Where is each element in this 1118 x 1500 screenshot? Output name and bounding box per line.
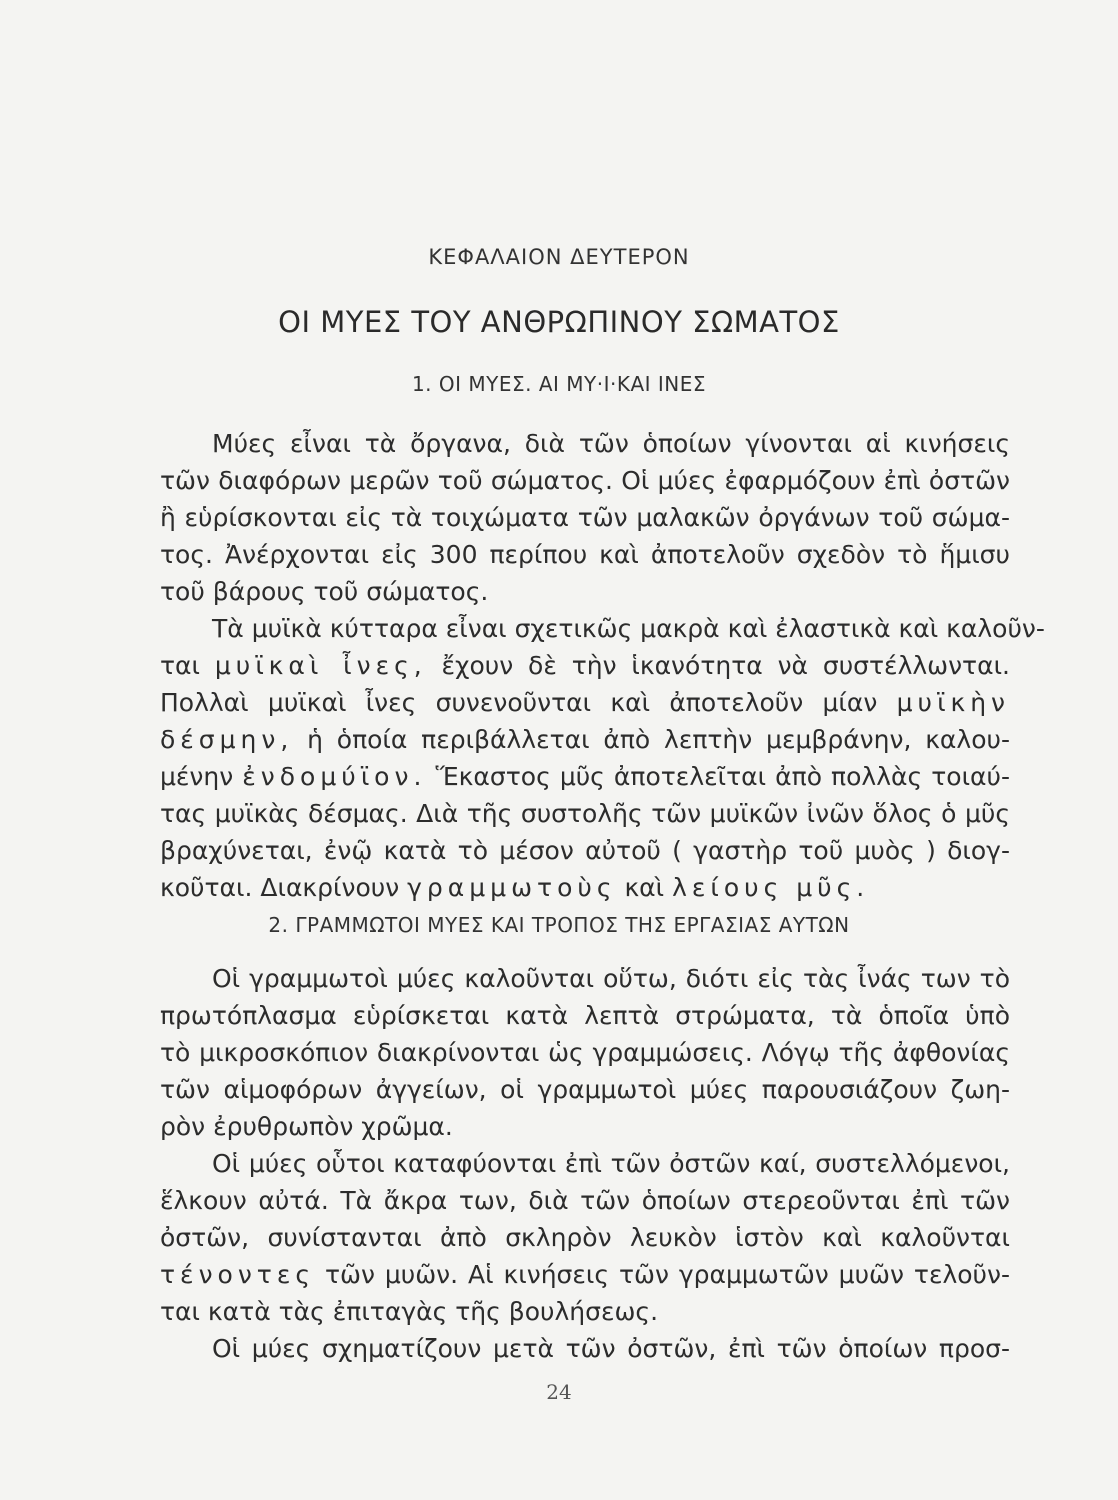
spaced-term: μυϊκὴν bbox=[896, 688, 1010, 717]
text-span: μένην bbox=[160, 762, 243, 791]
text-span: καὶ bbox=[616, 873, 673, 902]
section-2-heading: 2. ΓΡΑΜΜΩΤΟΙ ΜΥΕΣ ΚΑΙ ΤΡΟΠΟΣ ΤΗΣ ΕΡΓΑΣΙΑΣ ΑΥΤΩΝ bbox=[268, 913, 850, 937]
text-line: τῶν αἱμοφόρων ἀγγείων, οἱ γραμμωτοὶ μύες παρουσιάζουν ζωη- bbox=[160, 1075, 1010, 1104]
text-line: τος. Ἀνέρχονται εἰς 300 περίπου καὶ ἀποτελοῦν σχεδὸν τὸ ἥμισυ bbox=[160, 540, 1010, 569]
spaced-term: μυϊκαὶ ἶνες, bbox=[214, 651, 427, 680]
text-line: Μύες εἶναι τὰ ὄργανα, διὰ τῶν ὁποίων γίνονται αἱ κινήσεις bbox=[212, 429, 1010, 458]
text-line: Οἱ γραμμωτοὶ μύες καλοῦνται οὕτω, διότι εἰς τὰς ἶνάς των τὸ bbox=[212, 964, 1010, 993]
text-line: τοῦ βάρους τοῦ σώματος. bbox=[160, 577, 489, 606]
text-line: Τὰ μυϊκὰ κύτταρα εἶναι σχετικῶς μακρὰ καὶ ἐλαστικὰ καὶ καλοῦν- bbox=[212, 614, 1045, 643]
text-line bbox=[160, 647, 1010, 684]
text-line: τὸ μικροσκόπιον διακρίνονται ὡς γραμμώσεις. Λόγῳ τῆς ἀφθονίας bbox=[160, 1038, 1010, 1067]
text-line bbox=[160, 869, 1010, 906]
section-1-heading: 1. ΟΙ ΜΥΕΣ. ΑΙ ΜΥ·Ι·ΚΑΙ ΙΝΕΣ bbox=[411, 372, 707, 396]
section-2-body bbox=[160, 960, 1010, 1367]
text-line: τῶν διαφόρων μερῶν τοῦ σώματος. Οἱ μύες ἐφαρμόζουν ἐπὶ ὀστῶν bbox=[160, 466, 1010, 495]
text-line bbox=[160, 721, 1010, 758]
text-span: κοῦται. Διακρίνουν bbox=[160, 873, 408, 902]
spaced-term: τένοντες bbox=[160, 1260, 316, 1289]
text-line bbox=[160, 1256, 1010, 1293]
text-line: τας μυϊκὰς δέσμας. Διὰ τῆς συστολῆς τῶν μυϊκῶν ἰνῶν ὅλος ὁ μῦς bbox=[160, 799, 1010, 828]
text-line bbox=[160, 684, 1010, 721]
chapter-label: ΚΕΦΑΛΑΙΟΝ ΔΕΥΤΕΡΟΝ bbox=[428, 245, 690, 269]
text-line: ρὸν ἐρυθρωπὸν χρῶμα. bbox=[160, 1112, 453, 1141]
text-span: ἡ ὁποία περιβάλλεται ἀπὸ λεπτὴν μεμβράνην, καλου- bbox=[293, 725, 1010, 754]
chapter-title: ΟΙ ΜΥΕΣ ΤΟΥ ΑΝΘΡΩΠΙΝΟΥ ΣΩΜΑΤΟΣ bbox=[278, 305, 840, 339]
spaced-term: δέσμην, bbox=[160, 725, 294, 754]
text-span: τῶν μυῶν. Αἱ κινήσεις τῶν γραμμωτῶν μυῶν τελοῦν- bbox=[315, 1260, 1010, 1289]
text-span: ται bbox=[160, 651, 215, 680]
spaced-term: γραμμωτοὺς bbox=[407, 873, 617, 902]
text-line: ἢ εὑρίσκονται εἰς τὰ τοιχώματα τῶν μαλακῶν ὀργάνων τοῦ σώμα- bbox=[160, 503, 1010, 532]
text-span: Πολλαὶ μυϊκαὶ ἶνες συνενοῦνται καὶ ἀποτελοῦν μίαν bbox=[160, 688, 897, 717]
text-line: ἕλκουν αὐτά. Τὰ ἄκρα των, διὰ τῶν ὁποίων στερεοῦνται ἐπὶ τῶν bbox=[160, 1186, 1010, 1215]
page-number: 24 bbox=[546, 1380, 572, 1404]
text-line: ὀστῶν, συνίστανται ἀπὸ σκληρὸν λευκὸν ἱστὸν καὶ καλοῦνται bbox=[160, 1223, 1010, 1252]
section-1-body bbox=[160, 425, 1045, 906]
spaced-term: λείους μῦς. bbox=[672, 873, 870, 902]
text-line: Οἱ μύες οὗτοι καταφύονται ἐπὶ τῶν ὀστῶν καί, συστελλόμενοι, bbox=[212, 1149, 1010, 1178]
text-line: πρωτόπλασμα εὑρίσκεται κατὰ λεπτὰ στρώματα, τὰ ὁποῖα ὑπὸ bbox=[160, 1001, 1010, 1030]
text-span: Ἕκαστος μῦς ἀποτελεῖται ἀπὸ πολλὰς τοιαύ- bbox=[426, 762, 1010, 791]
spaced-term: ἐνδομύϊον. bbox=[242, 762, 427, 791]
text-line: βραχύνεται, ἐνῷ κατὰ τὸ μέσον αὐτοῦ ( γαστὴρ τοῦ μυὸς ) διογ- bbox=[160, 836, 1010, 865]
text-line bbox=[160, 758, 1010, 795]
text-span: ἔχουν δὲ τὴν ἱκανότητα νὰ συστέλλωνται. bbox=[426, 651, 1010, 680]
text-line: ται κατὰ τὰς ἐπιταγὰς τῆς βουλήσεως. bbox=[160, 1297, 659, 1326]
text-line: Οἱ μύες σχηματίζουν μετὰ τῶν ὀστῶν, ἐπὶ τῶν ὁποίων προσ- bbox=[212, 1334, 1010, 1363]
